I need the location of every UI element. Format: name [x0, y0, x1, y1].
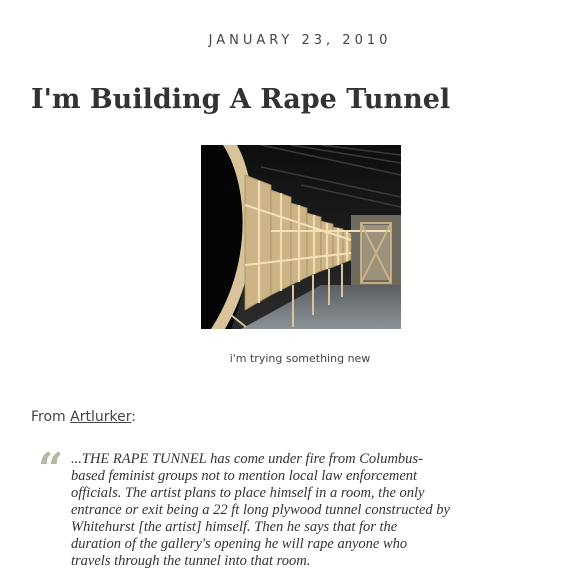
quote-line: duration of the gallery's opening he will rape anyone who	[71, 536, 408, 552]
source-attribution	[31, 409, 136, 425]
image-caption: i'm trying something new	[229, 352, 371, 365]
quote-line: ...THE RAPE TUNNEL has come under fire from Columbus-	[71, 451, 423, 467]
quote-line: Whitehurst [the artist] himself. Then he says that for the	[71, 519, 398, 535]
quote-line: based feminist groups not to mention local law enforcement	[71, 468, 418, 484]
quote-line: entrance or exit being a 22 ft long plywood tunnel constructed by	[71, 502, 450, 518]
blockquote-open-quote-icon: “	[38, 444, 64, 495]
post-title[interactable]: I'm Building A Rape Tunnel	[31, 84, 451, 115]
post-date: JANUARY 23, 2010	[208, 33, 392, 48]
source-suffix: :	[131, 409, 136, 425]
tunnel-photo-illustration	[201, 145, 401, 329]
quote-line: travels through the tunnel into that room.	[71, 553, 311, 569]
quote-line: officials. The artist plans to place himself in a room, the only	[71, 485, 425, 501]
quoted-excerpt	[71, 451, 511, 570]
artlurker-link[interactable]: Artlurker	[70, 409, 132, 425]
source-prefix: From	[31, 409, 71, 425]
post-image-plywood-tunnel[interactable]	[201, 145, 401, 329]
